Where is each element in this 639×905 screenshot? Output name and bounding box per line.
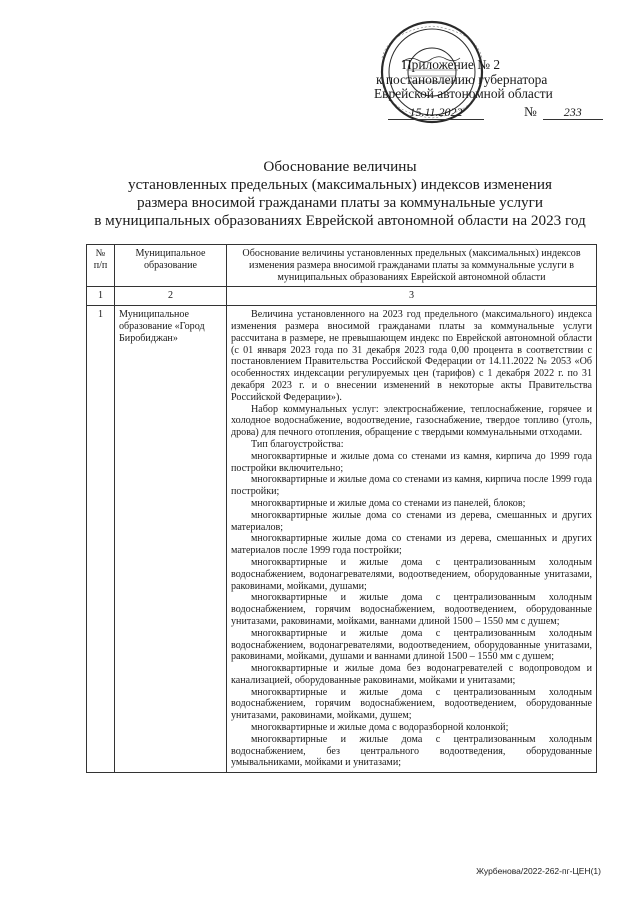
list-item: многоквартирные и жилые дома со стенами из камня, кирпича после 1999 года постройки; <box>231 474 592 498</box>
list-item: многоквартирные и жилые дома со стенами из камня, кирпича до 1999 года постройки включительно; <box>231 450 592 474</box>
list-item: многоквартирные и жилые дома с водоразборной колонкой; <box>251 722 509 734</box>
appendix-line-3: Еврейской автономной области <box>374 86 553 101</box>
row-justification <box>227 306 597 773</box>
table-header-row <box>87 245 597 287</box>
appendix-date: 15.11.2022 <box>388 105 484 121</box>
header-num: № п/п <box>87 245 115 287</box>
header-municipality: Муниципальное образование <box>115 245 227 287</box>
justification-table <box>86 244 597 773</box>
header-justification: Обоснование величины установленных предельных (максимальных) индексов изменения размера вносимой гражданами платы за коммунальные услуги в муниципальных образованиях Еврейской автономной области <box>227 245 597 287</box>
paragraph: Тип благоустройства: <box>251 438 344 450</box>
column-number-3: 3 <box>227 287 597 306</box>
list-item: многоквартирные и жилые дома с централизованным холодным водоснабжением, водонагревателями, водоотведением, оборудованные унитазами, раковинами, мойками, душами и ваннами длиной 1500 – 1550 мм с душем; <box>231 627 592 663</box>
appendix-line-2: к постановлению губернатора <box>376 71 548 87</box>
list-item: многоквартирные жилые дома со стенами из дерева, смешанных и других материалов после 1999 года постройки; <box>231 533 592 557</box>
list-item: многоквартирные жилые дома со стенами из дерева, смешанных и других материалов; <box>231 509 592 533</box>
appendix-block <box>372 58 612 120</box>
list-item: многоквартирные и жилые дома с централизованным холодным водоснабжением, горячим водоснабжением, водоотведением, оборудованные унитазами, раковинами, мойками, ваннами длиной 1500 – 1550 мм с душем; <box>231 592 592 627</box>
row-municipality: Муниципальное образование «Город Биробиджан» <box>115 306 227 773</box>
column-numbers-row <box>87 287 597 306</box>
list-item: многоквартирные и жилые дома с централизованным холодным водоснабжением, без центрального водоотведения, оборудованные умывальниками, мойками и унитазами; <box>231 733 592 769</box>
paragraph: Набор коммунальных услуг: электроснабжение, теплоснабжение, горячее и холодное водоснабжение, водоотведение, газоснабжение, твердое топливо (уголь, дрова) для печного отопления, обращение с твердыми коммунальными отходами. <box>231 403 592 439</box>
appendix-date-number <box>372 105 612 121</box>
list-item: многоквартирные и жилые дома с централизованным холодным водоснабжением, горячим водоснабжением, водоотведением, оборудованные унитазами, раковинами, мойками, душем; <box>231 686 592 722</box>
list-item: многоквартирные и жилые дома без водонагревателей с водопроводом и канализацией, оборудованные раковинами, мойками и унитазами; <box>231 663 592 686</box>
title-line-2: установленных предельных (максимальных) индексов изменения <box>128 176 552 193</box>
document-footer-code: Журбенова/2022-262-пг-ЦЕН(1) <box>476 866 601 876</box>
title-line-3: размера вносимой гражданами платы за коммунальные услуги <box>137 194 543 211</box>
paragraph: Величина установленного на 2023 год предельного (максимального) индекса изменения размера вносимой гражданами платы за коммунальные услуги рассчитана в размере, не превышающем индекс по Еврейской автономной области (с 01 января 2023 года по 31 декабря 2023 года 0,00 процента в соответствии с постановлением Правительства Российской Федерации от 14.11.2022 № 2053 «Об особенностях индексации регулируемых цен (тарифов) с 1 декабря 2022 г. по 31 декабря 2023 г. и о внесении изменений в некоторые акты Правительства Российской Федерации»). <box>231 309 592 403</box>
row-num: 1 <box>87 306 115 773</box>
appendix-number: 233 <box>543 105 603 121</box>
column-number-2: 2 <box>115 287 227 306</box>
number-sign: № <box>524 103 537 119</box>
title-line-1: Обоснование величины <box>263 158 417 175</box>
appendix-line-1: Приложение № 2 <box>402 57 501 72</box>
list-item: многоквартирные и жилые дома со стенами из панелей, блоков; <box>251 497 526 509</box>
column-number-1: 1 <box>87 287 115 306</box>
table-row <box>87 306 597 773</box>
list-item: многоквартирные и жилые дома с централизованным холодным водоснабжением, водонагревателями, водоотведением, оборудованные унитазами, раковинами, мойками, душами; <box>231 556 592 592</box>
title-line-4: в муниципальных образованиях Еврейской автономной области на 2023 год <box>94 212 586 229</box>
document-title <box>60 158 620 230</box>
